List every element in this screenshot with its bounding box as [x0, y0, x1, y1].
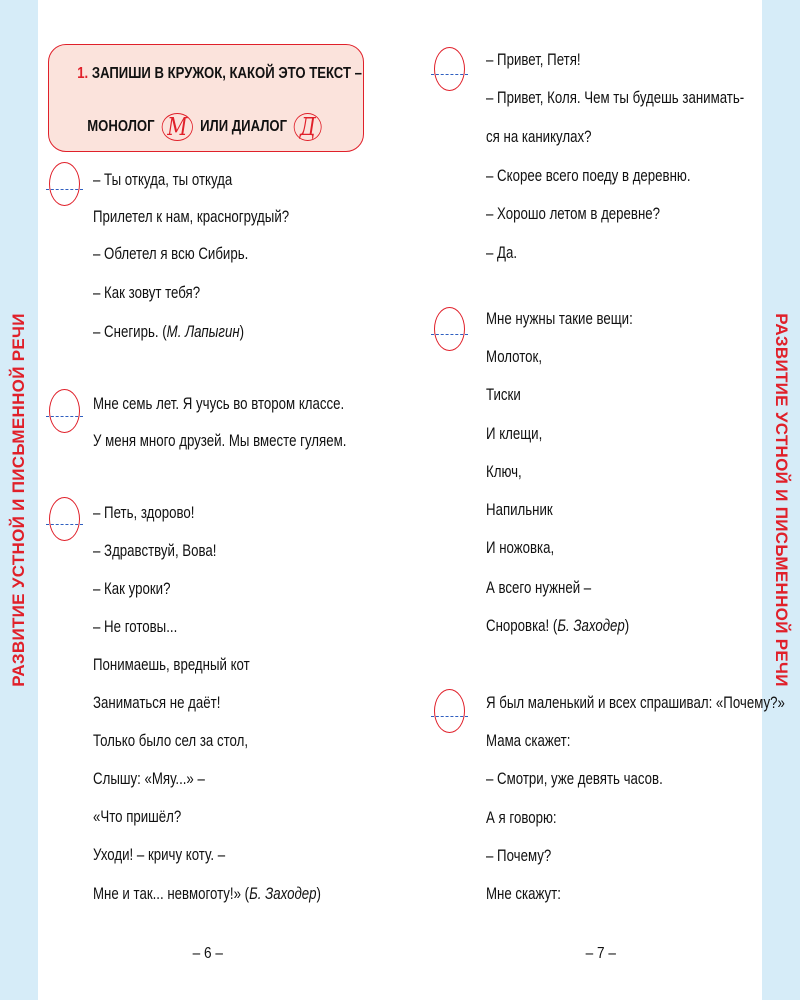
text2-line: У меня много друзей. Мы вместе гуляем.: [93, 431, 347, 450]
task-number: 1.: [77, 65, 89, 82]
monologue-label: МОНОЛОГ: [87, 118, 155, 135]
text6-line: – Смотри, уже девять часов.: [486, 769, 663, 788]
dialogue-mark: Д: [294, 113, 321, 141]
text4-line: – Хорошо летом в деревне?: [486, 204, 661, 223]
text6-line: А я говорю:: [486, 808, 557, 827]
text2-line: Мне семь лет. Я учусь во втором классе.: [93, 394, 345, 413]
task-box: [48, 44, 364, 152]
text1-line: – Как зовут тебя?: [93, 283, 201, 302]
answer-circle-5[interactable]: [434, 307, 465, 351]
text5-line-last: Сноровка! (Б. Заходер): [486, 616, 630, 635]
text6-line: Я был маленький и всех спрашивал: «Почему?»: [486, 693, 785, 712]
left-side-strip: [0, 0, 38, 1000]
text4-line: – Да.: [486, 243, 518, 262]
left-section-title: РАЗВИТИЕ УСТНОЙ И ПИСЬМЕННОЙ РЕЧИ: [9, 313, 28, 687]
text5-line: Мне нужны такие вещи:: [486, 309, 633, 328]
answer-circle-2[interactable]: [49, 389, 80, 433]
text3-line-last: Мне и так... невмоготу!» (Б. Заходер): [93, 884, 321, 903]
text5-line: Молоток,: [486, 347, 543, 366]
text5-line: Напильник: [486, 500, 553, 519]
text1-line: Прилетел к нам, красногрудый?: [93, 207, 290, 226]
text5-line: И клещи,: [486, 424, 543, 443]
text3-line: Заниматься не даёт!: [93, 693, 221, 712]
answer-circle-4[interactable]: [434, 47, 465, 91]
text6-line: Мне скажут:: [486, 884, 561, 903]
author: Б. Заходер: [249, 884, 317, 903]
text4-line: ся на каникулах?: [486, 127, 592, 146]
right-section-title: РАЗВИТИЕ УСТНОЙ И ПИСЬМЕННОЙ РЕЧИ: [772, 313, 791, 687]
task-line-2: [77, 113, 334, 141]
text4-line: – Скорее всего поеду в деревню.: [486, 166, 691, 185]
task-instruction: ЗАПИШИ В КРУЖОК, КАКОЙ ЭТО ТЕКСТ –: [91, 65, 362, 82]
page-number-left: – 6 –: [192, 945, 223, 962]
page-number-right: – 7 –: [585, 945, 616, 962]
text3-line: «Что пришёл?: [93, 807, 182, 826]
text3-line: – Петь, здорово!: [93, 503, 195, 522]
text3-line: – Не готовы...: [93, 617, 178, 636]
author: М. Лапыгин: [166, 322, 240, 341]
answer-circle-3[interactable]: [49, 497, 80, 541]
text5-line: Тиски: [486, 385, 521, 404]
right-side-strip: [762, 0, 800, 1000]
text3-line: – Здравствуй, Вова!: [93, 541, 217, 560]
text1-line: – Облетел я всю Сибирь.: [93, 244, 249, 263]
dialogue-label: ИЛИ ДИАЛОГ: [200, 118, 288, 135]
text3-line: – Как уроки?: [93, 579, 171, 598]
answer-circle-1[interactable]: [49, 162, 80, 206]
text3-line: Понимаешь, вредный кот: [93, 655, 250, 674]
text6-line: – Почему?: [486, 846, 552, 865]
text5-line: И ножовка,: [486, 538, 555, 557]
text3-line: Только было сел за стол,: [93, 731, 249, 750]
text1-line: – Ты откуда, ты откуда: [93, 170, 233, 189]
text6-line: Мама скажет:: [486, 731, 571, 750]
text4-line: – Привет, Петя!: [486, 50, 581, 69]
text1-line-last: – Снегирь. (М. Лапыгин): [93, 322, 245, 341]
text5-line: А всего нужней –: [486, 578, 592, 597]
author: Б. Заходер: [557, 616, 625, 635]
answer-circle-6[interactable]: [434, 689, 465, 733]
task-line-1: [77, 65, 362, 83]
monologue-mark: М: [162, 113, 194, 141]
text3-line: Уходи! – кричу коту. –: [93, 845, 226, 864]
text4-line: – Привет, Коля. Чем ты будешь занимать-: [486, 88, 745, 107]
text5-line: Ключ,: [486, 462, 522, 481]
text3-line: Слышу: «Мяу...» –: [93, 769, 205, 788]
